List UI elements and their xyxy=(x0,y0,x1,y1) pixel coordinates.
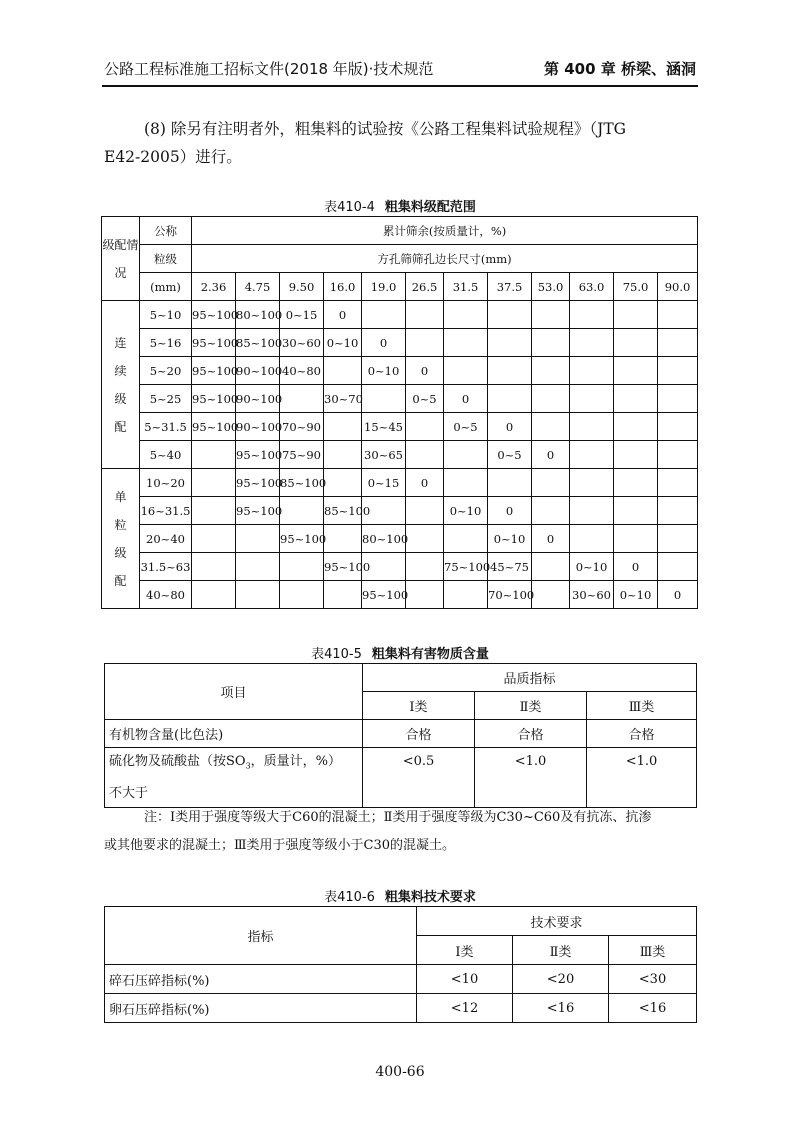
sieve-size-header: 31.5 xyxy=(444,273,488,301)
table-cell: 95~100 xyxy=(324,553,362,581)
table-cell xyxy=(192,469,236,497)
sieve-size-header: 63.0 xyxy=(570,273,614,301)
sieve-size-header: 2.36 xyxy=(192,273,236,301)
nominal-size-cell: 5~20 xyxy=(140,357,192,385)
row-label xyxy=(105,748,363,808)
cumulative-label: 累计筛余(按质量计，%) xyxy=(192,217,698,245)
nominal-size-cell: 5~40 xyxy=(140,441,192,469)
table-cell: 0 xyxy=(488,497,532,525)
table-row xyxy=(102,525,698,553)
grading-group-label: 单粒级配 xyxy=(102,469,140,609)
table-cell: 0 xyxy=(324,301,362,329)
table-cell: 0~10 xyxy=(444,497,488,525)
table-410-5-caption xyxy=(0,643,800,662)
table-cell: 40~80 xyxy=(280,357,324,385)
running-header-title: 公路工程标准施工招标文件(2018 年版)·技术规范 xyxy=(104,60,434,78)
table-cell: 0 xyxy=(406,357,444,385)
table-cell: 0~10 xyxy=(570,553,614,581)
size-head-1: 公称 xyxy=(140,217,192,245)
table-cell xyxy=(658,497,698,525)
table-cell: 0 xyxy=(614,553,658,581)
table-cell: 合格 xyxy=(475,720,587,748)
table-cell: 45~75 xyxy=(488,553,532,581)
table-cell: <1.0 xyxy=(475,748,587,808)
table-cell xyxy=(532,497,570,525)
paragraph-line-2: E42-2005）进行。 xyxy=(104,148,242,166)
table-cell xyxy=(570,385,614,413)
table-row xyxy=(102,413,698,441)
table-cell: 85~100 xyxy=(236,329,280,357)
class-3-header: Ⅲ类 xyxy=(587,692,697,720)
table-cell xyxy=(614,329,658,357)
table-cell: 95~100 xyxy=(236,441,280,469)
table-cell xyxy=(532,385,570,413)
table-cell xyxy=(406,301,444,329)
row-label: 碎石压碎指标(%) xyxy=(105,965,417,994)
table-cell xyxy=(614,469,658,497)
table-cell xyxy=(280,553,324,581)
nominal-size-cell: 16~31.5 xyxy=(140,497,192,525)
table-cell xyxy=(658,525,698,553)
table-cell xyxy=(488,301,532,329)
table-number: 表410-5 xyxy=(311,647,362,662)
sieve-size-header: 4.75 xyxy=(236,273,280,301)
table-cell xyxy=(658,553,698,581)
table-cell xyxy=(444,581,488,609)
table-cell: 95~100 xyxy=(362,581,406,609)
table-410-4-caption xyxy=(0,196,800,215)
page-number: 400-66 xyxy=(375,1064,425,1080)
table-row xyxy=(102,469,698,497)
table-cell: 90~100 xyxy=(236,413,280,441)
table-cell xyxy=(570,301,614,329)
table-cell xyxy=(444,441,488,469)
table-cell xyxy=(324,525,362,553)
table-cell: 15~45 xyxy=(362,413,406,441)
sieve-size-header: 53.0 xyxy=(532,273,570,301)
table-cell xyxy=(570,497,614,525)
table-cell xyxy=(406,581,444,609)
table-cell xyxy=(532,553,570,581)
table-cell: 0 xyxy=(488,413,532,441)
table-row xyxy=(102,497,698,525)
table-cell xyxy=(532,329,570,357)
table-cell xyxy=(658,413,698,441)
table-cell xyxy=(658,441,698,469)
table-cell: 0~10 xyxy=(488,525,532,553)
paragraph-line-1: (8) 除另有注明者外，粗集料的试验按《公路工程集料试验规程》（JTG xyxy=(144,120,627,138)
table-cell xyxy=(324,441,362,469)
table-cell: <10 xyxy=(417,965,513,994)
table-cell: 70~100 xyxy=(488,581,532,609)
table-cell: 95~100 xyxy=(192,413,236,441)
table-cell xyxy=(444,469,488,497)
table-cell: 70~90 xyxy=(280,413,324,441)
table-cell xyxy=(324,413,362,441)
table-cell xyxy=(488,385,532,413)
table-cell xyxy=(532,581,570,609)
table-cell xyxy=(488,329,532,357)
table-cell xyxy=(532,469,570,497)
nominal-size-cell: 5~16 xyxy=(140,329,192,357)
table-cell xyxy=(406,525,444,553)
table-cell: 0 xyxy=(532,525,570,553)
nominal-size-cell: 5~10 xyxy=(140,301,192,329)
table-cell: <20 xyxy=(513,965,609,994)
table-cell: 0~15 xyxy=(280,301,324,329)
table-cell: <16 xyxy=(513,994,609,1023)
table-cell: 0~10 xyxy=(614,581,658,609)
table-cell: 95~100 xyxy=(280,525,324,553)
nominal-size-cell: 40~80 xyxy=(140,581,192,609)
table-cell xyxy=(280,497,324,525)
table-cell: 85~100 xyxy=(324,497,362,525)
table-row xyxy=(102,581,698,609)
table-cell xyxy=(362,301,406,329)
nominal-size-cell: 5~31.5 xyxy=(140,413,192,441)
table-cell xyxy=(444,525,488,553)
table-cell: 30~70 xyxy=(324,385,362,413)
table-cell xyxy=(192,525,236,553)
table-cell xyxy=(236,553,280,581)
table-cell xyxy=(658,385,698,413)
table-row xyxy=(102,441,698,469)
table-cell xyxy=(614,497,658,525)
table-cell: 0 xyxy=(406,469,444,497)
sieve-label: 方孔筛筛孔边长尺寸(mm) xyxy=(192,245,698,273)
class-2-header: Ⅱ类 xyxy=(475,692,587,720)
table-cell xyxy=(236,581,280,609)
row-label: 卵石压碎指标(%) xyxy=(105,994,417,1023)
table-cell xyxy=(614,385,658,413)
table-cell xyxy=(658,469,698,497)
table-cell xyxy=(532,301,570,329)
table-cell: 80~100 xyxy=(362,525,406,553)
table-cell xyxy=(570,469,614,497)
sieve-size-header: 19.0 xyxy=(362,273,406,301)
table-cell: 90~100 xyxy=(236,357,280,385)
table-number: 表410-6 xyxy=(324,890,375,905)
table-cell xyxy=(570,525,614,553)
table-cell xyxy=(362,385,406,413)
sieve-size-header: 16.0 xyxy=(324,273,362,301)
table-cell xyxy=(406,413,444,441)
table-cell: 0~5 xyxy=(444,413,488,441)
table-cell: 90~100 xyxy=(236,385,280,413)
table-cell xyxy=(444,357,488,385)
table-cell xyxy=(570,441,614,469)
size-head-3: (mm) xyxy=(140,273,192,301)
table-title: 粗集料级配范围 xyxy=(384,200,476,215)
sieve-size-header: 37.5 xyxy=(488,273,532,301)
table-title: 粗集料技术要求 xyxy=(384,890,476,905)
table-cell: <12 xyxy=(417,994,513,1023)
table-cell xyxy=(570,413,614,441)
table-cell: 30~60 xyxy=(570,581,614,609)
table-title: 粗集料有害物质含量 xyxy=(371,647,489,662)
table-cell xyxy=(280,385,324,413)
table-cell: 30~60 xyxy=(280,329,324,357)
table-row xyxy=(102,553,698,581)
table-cell: 30~65 xyxy=(362,441,406,469)
table-cell xyxy=(614,441,658,469)
nominal-size-cell: 20~40 xyxy=(140,525,192,553)
table-cell: 95~100 xyxy=(236,497,280,525)
sieve-size-header: 26.5 xyxy=(406,273,444,301)
table-cell xyxy=(658,357,698,385)
table-cell: 0~15 xyxy=(362,469,406,497)
requirement-header: 技术要求 xyxy=(417,907,697,936)
quality-header: 品质指标 xyxy=(363,664,697,692)
table-cell xyxy=(324,469,362,497)
table-cell xyxy=(406,497,444,525)
harmful-substances-table xyxy=(104,663,697,808)
table-cell xyxy=(658,329,698,357)
row-label-part: ，质量计，%） xyxy=(250,754,342,769)
table-cell xyxy=(192,581,236,609)
table-row xyxy=(102,385,698,413)
table-cell xyxy=(444,329,488,357)
table-cell xyxy=(614,357,658,385)
nominal-size-cell: 31.5~63 xyxy=(140,553,192,581)
table-cell xyxy=(280,581,324,609)
table-cell: 0 xyxy=(532,441,570,469)
size-head-2: 粒级 xyxy=(140,245,192,273)
table-cell: 95~100 xyxy=(192,329,236,357)
row-label-subscript: 3 xyxy=(245,761,251,771)
table-cell: 0 xyxy=(362,329,406,357)
grading-table xyxy=(101,216,698,609)
table-cell xyxy=(406,441,444,469)
nominal-size-cell: 10~20 xyxy=(140,469,192,497)
table-cell: 合格 xyxy=(587,720,697,748)
technical-requirements-table xyxy=(104,906,697,1023)
class-3-header: Ⅲ类 xyxy=(609,936,697,965)
table-cell xyxy=(614,413,658,441)
table-cell xyxy=(532,357,570,385)
table-cell: <30 xyxy=(609,965,697,994)
table-note xyxy=(104,804,704,860)
table-cell: 95~100 xyxy=(192,357,236,385)
grading-corner-cell: 级配情况 xyxy=(102,217,140,301)
running-header-chapter: 第 400 章 桥梁、涵洞 xyxy=(544,60,696,78)
table-cell: <16 xyxy=(609,994,697,1023)
table-cell: 75~90 xyxy=(280,441,324,469)
table-row xyxy=(102,357,698,385)
table-cell xyxy=(236,525,280,553)
table-cell: 75~100 xyxy=(444,553,488,581)
class-2-header: Ⅱ类 xyxy=(513,936,609,965)
note-line-2: 或其他要求的混凝土；Ⅲ类用于强度等级小于C30的混凝土。 xyxy=(104,838,456,853)
table-cell xyxy=(570,329,614,357)
row-label: 有机物含量(比色法) xyxy=(105,720,363,748)
table-cell: 95~100 xyxy=(192,301,236,329)
row-label-part: 硫化物及硫酸盐（按SO xyxy=(109,754,246,769)
table-cell xyxy=(406,329,444,357)
class-1-header: Ⅰ类 xyxy=(363,692,475,720)
header-rule xyxy=(102,85,698,87)
table-cell: 0 xyxy=(444,385,488,413)
table-cell xyxy=(532,413,570,441)
item-header: 项目 xyxy=(105,664,363,720)
sieve-size-header: 90.0 xyxy=(658,273,698,301)
table-cell: 95~100 xyxy=(236,469,280,497)
paragraph-8 xyxy=(104,115,700,171)
sieve-size-header: 75.0 xyxy=(614,273,658,301)
table-number: 表410-4 xyxy=(324,200,375,215)
table-cell xyxy=(658,301,698,329)
row-label-part: 不大于 xyxy=(109,785,149,801)
table-cell: 95~100 xyxy=(192,385,236,413)
table-cell xyxy=(444,301,488,329)
table-cell: 85~100 xyxy=(280,469,324,497)
table-cell xyxy=(614,525,658,553)
table-cell xyxy=(570,357,614,385)
index-header: 指标 xyxy=(105,907,417,965)
table-410-6-caption xyxy=(0,886,800,905)
nominal-size-cell: 5~25 xyxy=(140,385,192,413)
table-row xyxy=(102,301,698,329)
table-cell: 0~10 xyxy=(324,329,362,357)
table-cell: 80~100 xyxy=(236,301,280,329)
table-cell: 合格 xyxy=(363,720,475,748)
table-cell: 0~10 xyxy=(362,357,406,385)
table-cell xyxy=(192,553,236,581)
table-row xyxy=(102,329,698,357)
table-cell xyxy=(192,497,236,525)
table-cell xyxy=(192,441,236,469)
note-line-1: 注：Ⅰ类用于强度等级大于C60的混凝土；Ⅱ类用于强度等级为C30~C60及有抗冻、抗渗 xyxy=(144,810,652,825)
table-cell xyxy=(324,581,362,609)
table-cell xyxy=(488,357,532,385)
table-cell: 0~5 xyxy=(488,441,532,469)
table-cell: 0~5 xyxy=(406,385,444,413)
table-cell: 0 xyxy=(658,581,698,609)
table-cell: <1.0 xyxy=(587,748,697,808)
table-cell xyxy=(614,301,658,329)
grading-group-label: 连续级配 xyxy=(102,301,140,469)
table-cell xyxy=(324,357,362,385)
class-1-header: Ⅰ类 xyxy=(417,936,513,965)
table-cell xyxy=(406,553,444,581)
table-cell: <0.5 xyxy=(363,748,475,808)
sieve-size-header: 9.50 xyxy=(280,273,324,301)
table-cell xyxy=(488,469,532,497)
